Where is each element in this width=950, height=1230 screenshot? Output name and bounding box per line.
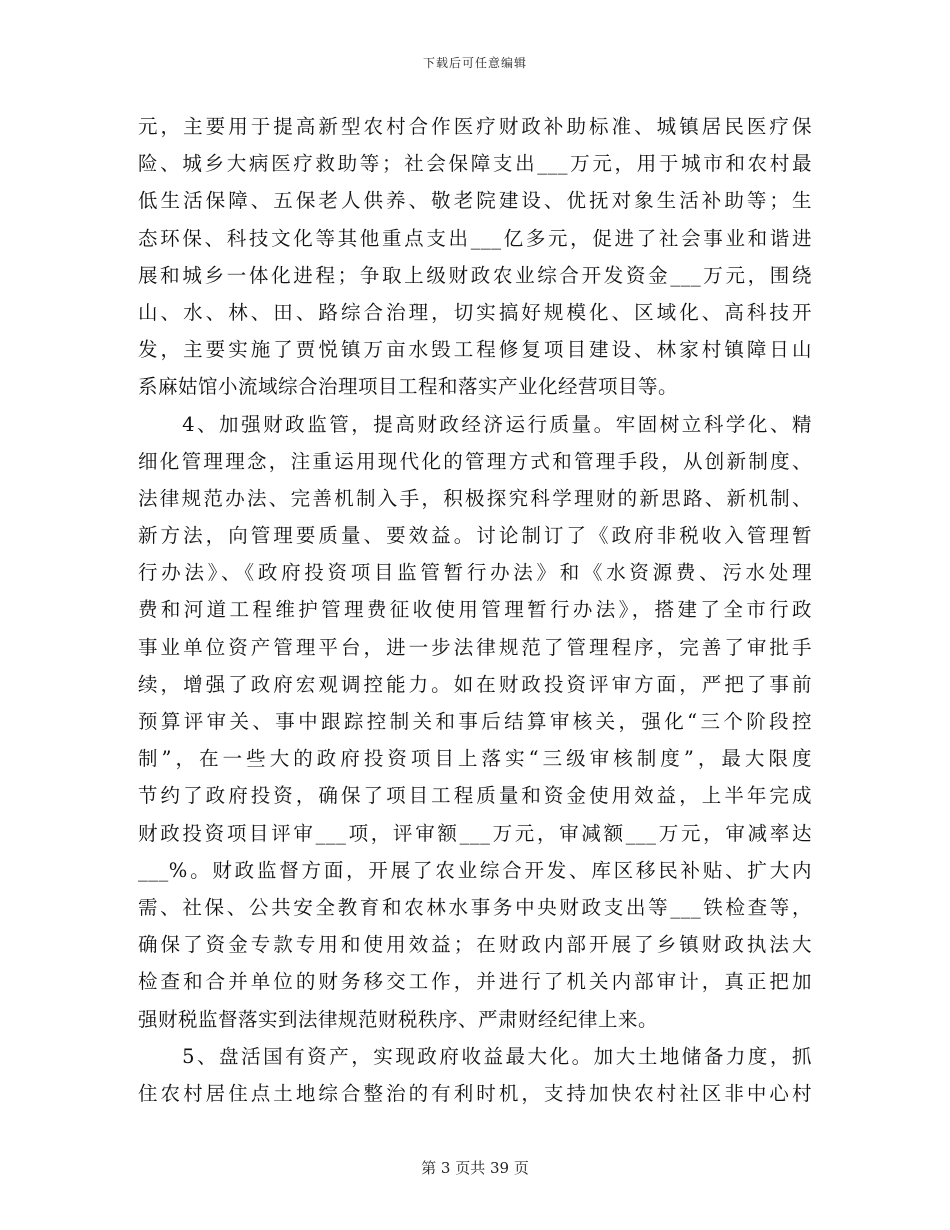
page-footer: 第 3 页共 39 页 xyxy=(421,1159,529,1177)
paragraph-2 xyxy=(138,406,812,1038)
text-line: 展和城乡一体化进程；争取上级财政农业综合开发资金___万元，围绕 xyxy=(138,263,812,287)
text-line: 细化管理理念，注重运用现代化的管理方式和管理手段，从创新制度、 xyxy=(138,449,812,473)
text-line: 制”，在一些大的政府投资项目上落实“三级审核制度”，最大限度 xyxy=(138,747,812,771)
text-line: 系麻姑馆小流域综合治理项目工程和落实产业化经营项目等。 xyxy=(138,375,679,399)
text-line: ___%。财政监督方面，开展了农业综合开发、库区移民补贴、扩大内 xyxy=(138,858,812,882)
text-line: 确保了资金专款专用和使用效益；在财政内部开展了乡镇财政执法大 xyxy=(138,933,812,957)
paragraph-1 xyxy=(138,108,812,406)
text-line: 需、社保、公共安全教育和农林水事务中央财政支出等___铁检查等， xyxy=(138,895,812,919)
text-line: 态环保、科技文化等其他重点支出___亿多元，促进了社会事业和谐进 xyxy=(138,226,812,250)
text-line: 山、水、林、田、路综合治理，切实搞好规模化、区域化、高科技开 xyxy=(138,300,812,324)
text-line: 检查和合并单位的财务移交工作，并进行了机关内部审计，真正把加 xyxy=(138,970,812,994)
text-line: 险、城乡大病医疗救助等；社会保障支出___万元，用于城市和农村最 xyxy=(138,152,812,176)
text-line: 法律规范办法、完善机制入手，积极探究科学理财的新思路、新机制、 xyxy=(138,486,812,510)
text-line: 强财税监督落实到法律规范财税秩序、严肃财经纪律上来。 xyxy=(138,1007,659,1031)
text-line: 低生活保障、五保老人供养、敬老院建设、优抚对象生活补助等；生 xyxy=(138,189,812,213)
text-line: 住农村居住点土地综合整治的有利时机，支持加快农村社区非中心村 xyxy=(138,1081,812,1105)
text-line: 4、加强财政监管，提高财政经济运行质量。牢固树立科学化、精 xyxy=(138,412,812,436)
text-line: 费和河道工程维护管理费征收使用管理暂行办法》，搭建了全市行政 xyxy=(138,598,812,622)
text-line: 预算评审关、事中跟踪控制关和事后结算审核关，强化“三个阶段控 xyxy=(138,710,812,733)
text-line: 元，主要用于提高新型农村合作医疗财政补助标准、城镇居民医疗保 xyxy=(138,115,812,138)
text-line: 节约了政府投资，确保了项目工程质量和资金使用效益，上半年完成 xyxy=(138,784,812,808)
text-line: 5、盘活国有资产，实现政府收益最大化。加大土地储备力度，抓 xyxy=(138,1044,812,1068)
text-line: 行办法》、《政府投资项目监管暂行办法》和《水资源费、污水处理 xyxy=(138,561,812,585)
document-body xyxy=(138,108,812,1112)
page-header: 下载后可任意编辑 xyxy=(422,56,527,70)
text-line: 发，主要实施了贾悦镇万亩水毁工程修复项目建设、林家村镇障日山 xyxy=(138,338,812,362)
text-line: 新方法，向管理要质量、要效益。讨论制订了《政府非税收入管理暂 xyxy=(138,524,812,548)
text-line: 财政投资项目评审___项，评审额___万元，审减额___万元，审减率达 xyxy=(138,821,812,845)
text-line: 续，增强了政府宏观调控能力。如在财政投资评审方面，严把了事前 xyxy=(138,672,812,696)
paragraph-3 xyxy=(138,1038,812,1112)
text-line: 事业单位资产管理平台，进一步法律规范了管理程序，完善了审批手 xyxy=(138,635,812,659)
